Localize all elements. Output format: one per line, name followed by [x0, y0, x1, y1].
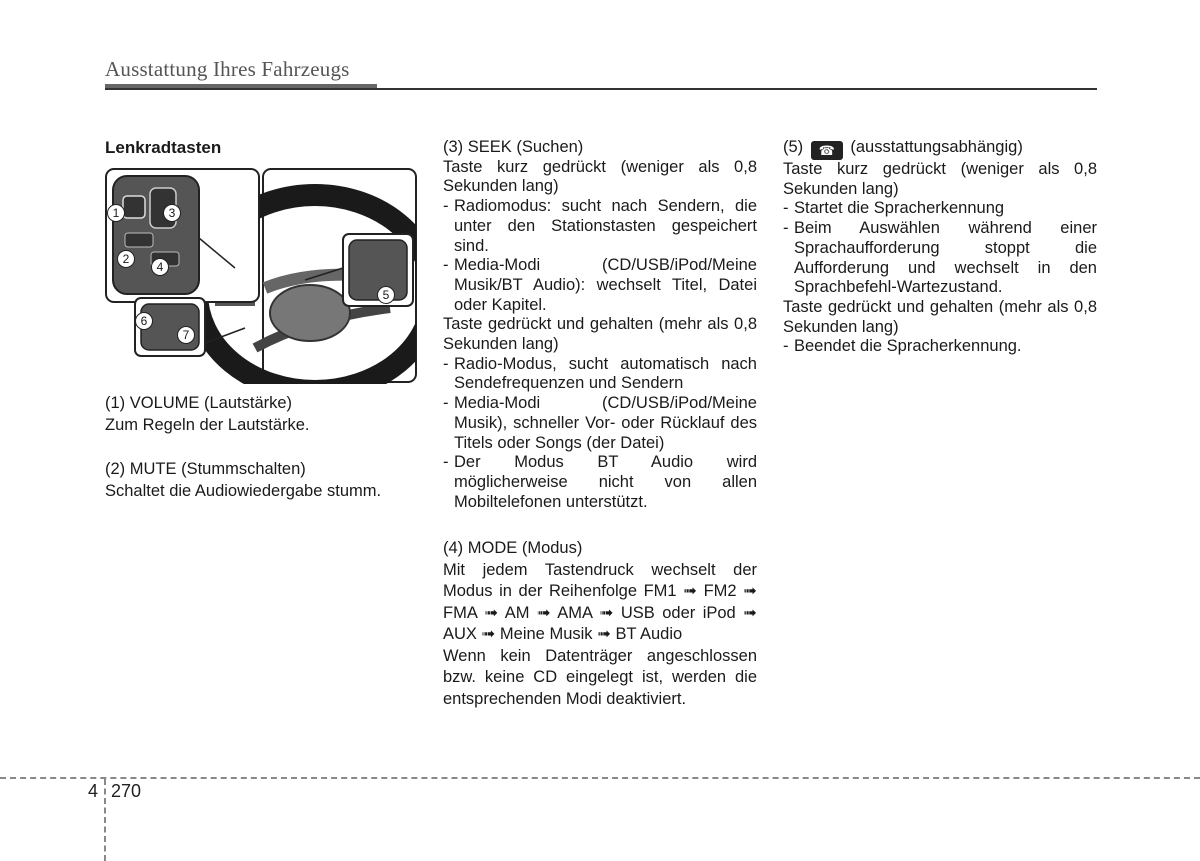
- callout-3: 3: [163, 204, 181, 222]
- chapter-number: 4: [88, 781, 99, 801]
- steering-wheel-figure: [105, 168, 417, 384]
- voice-long-press: Taste gedrückt und gehalten (mehr als 0,8 Sekunden lang): [783, 297, 1097, 336]
- column-2: [443, 138, 757, 710]
- column-1: [105, 138, 405, 502]
- mode-text-2: Wenn kein Datenträger angeschlossen bzw. keine CD eingelegt ist, werden die entsprechenden Modi deaktiviert.: [443, 646, 757, 708]
- voice-title-suffix: (ausstattungsabhängig): [850, 138, 1023, 156]
- list-item: - Radio-Modus, sucht automatisch nach Sendefrequenzen und Sendern: [443, 354, 757, 393]
- callout-6: 6: [135, 312, 153, 330]
- voice-recognition-icon: ☎: [811, 141, 843, 160]
- mode-text-1: Mit jedem Tastendruck wechselt der Modus in der Reihenfolge FM1 ➟ FM2 ➟ FMA ➟ AM ➟ AMA ➟ USB oder iPod ➟ AUX ➟ Meine Musik ➟ BT Audio: [443, 560, 757, 644]
- list-item: - Beim Auswählen während einer Sprachaufforderung stoppt die Aufforderung und wechselt in den Sprachbefehl-Wartezustand.: [783, 219, 1097, 297]
- list-item: - Startet die Spracherkennung: [783, 199, 1005, 218]
- mode-title: (4) MODE (Modus): [443, 539, 583, 558]
- list-item: - Media-Modi (CD/USB/iPod/Meine Musik), schneller Vor- oder Rücklauf des Titels oder Songs (der Datei): [443, 394, 757, 452]
- callout-5: 5: [377, 286, 395, 304]
- callout-4: 4: [151, 258, 169, 276]
- seek-title: (3) SEEK (Suchen): [443, 138, 584, 156]
- callout-1: 1: [107, 204, 125, 222]
- list-item: - Beendet die Spracherkennung.: [783, 337, 1022, 356]
- volume-text: Zum Regeln der Lautstärke.: [105, 415, 310, 434]
- seek-long-press: Taste gedrückt und gehalten (mehr als 0,8 Sekunden lang): [443, 315, 757, 354]
- callout-2: 2: [117, 250, 135, 268]
- steering-wheel-illustration: [105, 168, 417, 384]
- column-3: [783, 138, 1097, 357]
- mute-title: (2) MUTE (Stummschalten): [105, 459, 306, 478]
- seek-short-press: Taste kurz gedrückt (weniger als 0,8 Sekunden lang): [443, 157, 757, 196]
- list-item: - Media-Modi (CD/USB/iPod/Meine Musik/BT Audio): wechselt Titel, Datei oder Kapitel.: [443, 256, 757, 314]
- header-title: Ausstattung Ihres Fahrzeugs: [105, 57, 350, 81]
- voice-short-press: Taste kurz gedrückt (weniger als 0,8 Sekunden lang): [783, 160, 1097, 198]
- footer-rule: [0, 777, 1200, 779]
- list-item: - Radiomodus: sucht nach Sendern, die unter den Stationstasten gespeichert sind.: [443, 197, 757, 255]
- header-rule: [105, 88, 1097, 90]
- footer-divider: [104, 779, 106, 861]
- mute-text: Schaltet die Audiowiedergabe stumm.: [105, 481, 382, 500]
- voice-title-prefix: (5): [783, 138, 804, 156]
- page-number: 270: [111, 781, 142, 801]
- voice-title: [783, 138, 1097, 160]
- callout-7: 7: [177, 326, 195, 344]
- section-heading: Lenkradtasten: [105, 138, 222, 157]
- list-item: - Der Modus BT Audio wird möglicherweise nicht von allen Mobiltelefonen unterstützt.: [443, 453, 757, 511]
- volume-title: (1) VOLUME (Lautstärke): [105, 393, 293, 412]
